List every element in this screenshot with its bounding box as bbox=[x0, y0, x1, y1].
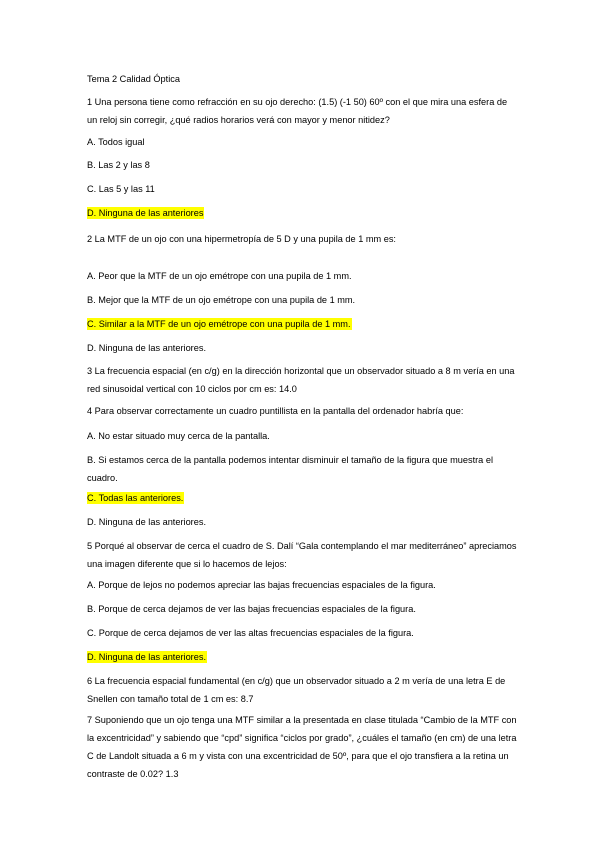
question-6-text: 6 La frecuencia espacial fundamental (en c/g) que un observador situado a 2 m vería de una letra E de Snellen con tamaño total de 1 cm es: 8.7 bbox=[87, 676, 506, 704]
question-3-text: 3 La frecuencia espacial (en c/g) en la dirección horizontal que un observador situado a 8 m vería en una red sinusoidal vertical con 10 ciclos por cm es: 14.0 bbox=[87, 366, 515, 394]
question-1-option-a: A. Todos igual bbox=[87, 137, 145, 147]
answer-highlight: C. Todas las anteriores. bbox=[87, 493, 184, 503]
question-1-text: 1 Una persona tiene como refracción en su ojo derecho: (1.5) (-1 50) 60º con el que mira una esfera de un reloj sin corregir, ¿qué radios horarios verá con mayor y menor nitidez? bbox=[87, 97, 508, 125]
question-2-option-b: B. Mejor que la MTF de un ojo emétrope con una pupila de 1 mm. bbox=[87, 295, 356, 305]
question-2-text: 2 La MTF de un ojo con una hipermetropía de 5 D y una pupila de 1 mm es: bbox=[87, 234, 396, 244]
question-5-option-b: B. Porque de cerca dejamos de ver las bajas frecuencias espaciales de la figura. bbox=[87, 604, 416, 614]
question-5-text: 5 Porqué al observar de cerca el cuadro de S. Dalí “Gala contemplando el mar mediterráneo” apreciamos una imagen diferente que si lo hacemos de lejos: bbox=[87, 541, 517, 569]
answer-highlight: D. Ninguna de las anteriores. bbox=[87, 652, 206, 662]
question-4-option-a: A. No estar situado muy cerca de la pantalla. bbox=[87, 431, 270, 441]
document-title: Tema 2 Calidad Óptica bbox=[87, 74, 180, 84]
question-4-option-b: B. Si estamos cerca de la pantalla podemos intentar disminuir el tamaño de la figura que muestra el cuadro. bbox=[87, 455, 493, 483]
question-2-option-c-answer bbox=[87, 315, 352, 333]
question-1-option-b: B. Las 2 y las 8 bbox=[87, 160, 150, 170]
question-2-option-d: D. Ninguna de las anteriores. bbox=[87, 343, 206, 353]
question-7-text: 7 Suponiendo que un ojo tenga una MTF similar a la presentada en clase titulada “Cambio de la MTF con la excentricidad” y sabiendo que “cpd” significa “ciclos por grado”, ¿cuáles el tamaño (en cm) de una letra C de Landolt situada a 6 m y vista con una excentricidad de 50º, para que el ojo transfiera a la retina un contraste de 0.02? 1.3 bbox=[87, 715, 517, 779]
question-4-text: 4 Para observar correctamente un cuadro puntillista en la pantalla del ordenador habría que: bbox=[87, 406, 464, 416]
question-1-option-c: C. Las 5 y las 11 bbox=[87, 184, 155, 194]
question-2-option-a: A. Peor que la MTF de un ojo emétrope con una pupila de 1 mm. bbox=[87, 271, 352, 281]
question-5-option-a: A. Porque de lejos no podemos apreciar las bajas frecuencias espaciales de la figura. bbox=[87, 580, 436, 590]
question-5-option-d-answer bbox=[87, 648, 207, 666]
answer-highlight: C. Similar a la MTF de un ojo emétrope con una pupila de 1 mm. bbox=[87, 319, 351, 329]
question-4-option-d: D. Ninguna de las anteriores. bbox=[87, 517, 206, 527]
answer-highlight: D. Ninguna de las anteriores bbox=[87, 208, 204, 218]
question-5-option-c: C. Porque de cerca dejamos de ver las altas frecuencias espaciales de la figura. bbox=[87, 628, 414, 638]
question-1-option-d-answer bbox=[87, 204, 204, 222]
question-4-option-c-answer bbox=[87, 489, 184, 507]
